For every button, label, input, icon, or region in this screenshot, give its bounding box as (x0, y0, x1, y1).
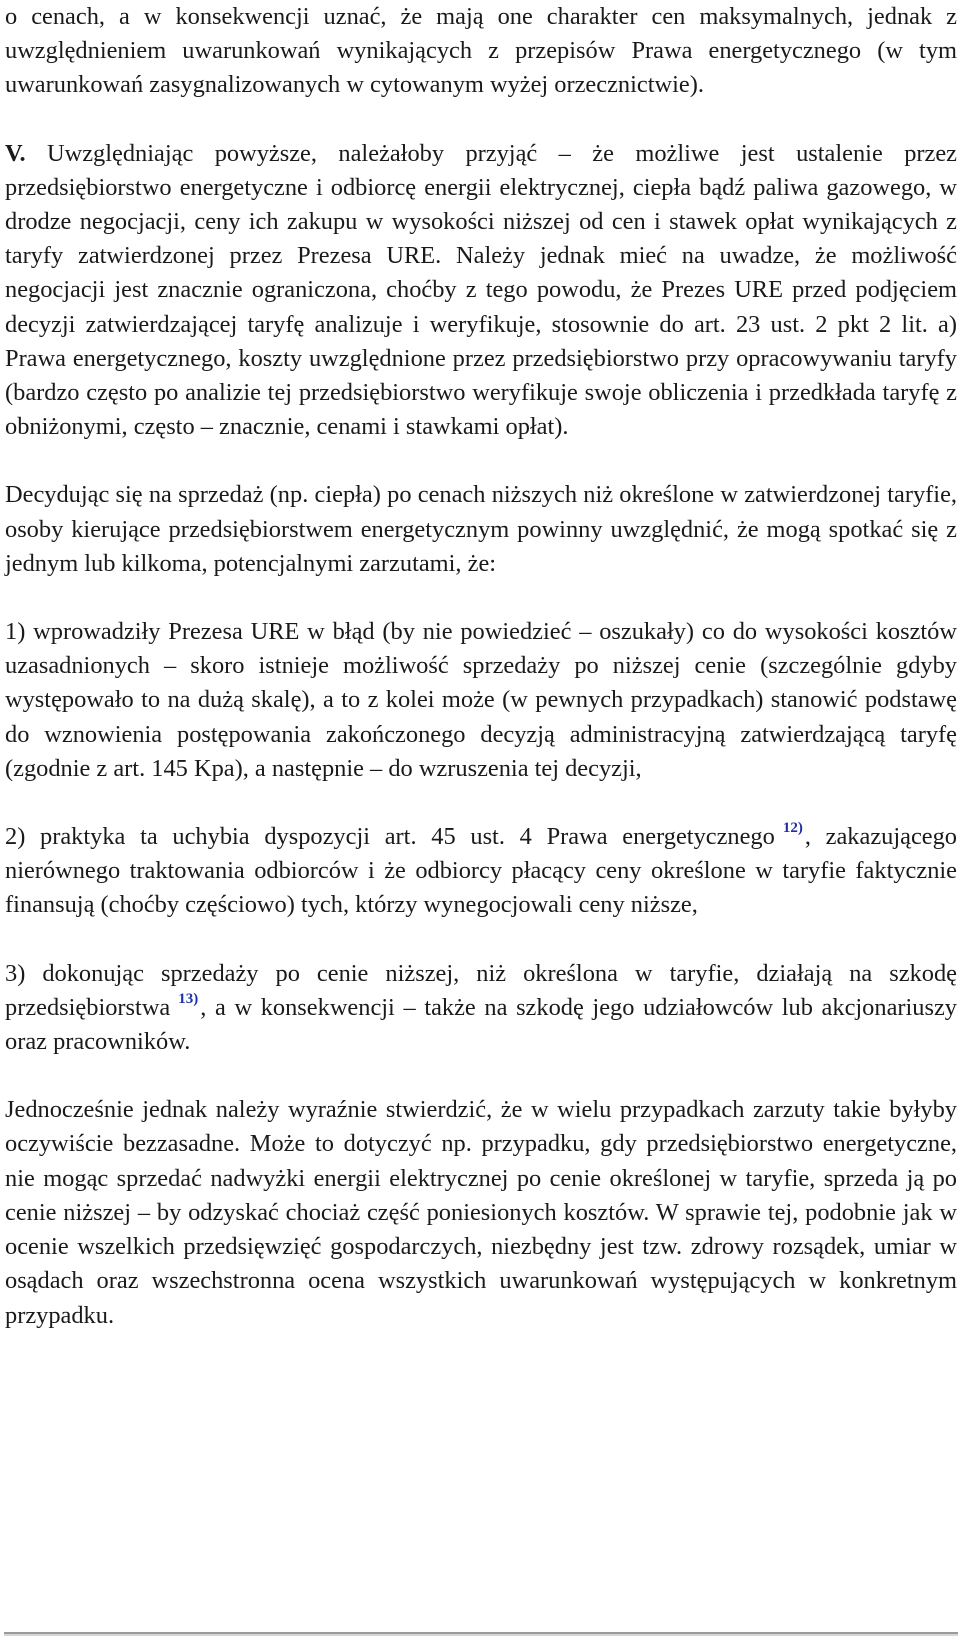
paragraph-sale-decision: Decydując się na sprzedaż (np. ciepła) po cenach niższych niż określone w zatwierdzonej taryfie, osoby kierujące przedsiębiorstwem energetycznym powinny uwzględnić, że mogą spotkać się z jednym lub kilkoma, potencjalnymi zarzutami, że: (5, 481, 957, 577)
paragraph-section-v-text: Uwzględniając powyższe, należałoby przyjąć – że możliwe jest ustalenie przez przedsiębiorstwo energetyczne i odbiorcę energii elektrycznej, ciepła bądź paliwa gazowego, w drodze negocjacji, ceny ich zakupu w wysokości niższej od cen i stawek opłat wynikających z taryfy zatwierdzonej przez Prezesa URE. Należy jednak mieć na uwadze, że możliwość negocjacji jest znacznie ograniczona, choćby z tego powodu, że Prezes URE przed podjęciem decyzji zatwierdzającej taryfę analizuje i weryfikuje, stosownie do art. 23 ust. 2 pkt 2 lit. a) Prawa energetycznego, koszty uwzględnione przez przedsiębiorstwo przy opracowywaniu taryfy (bardzo często po analizie tej przedsiębiorstwo weryfikuje swoje obliczenia i przedkłada taryfę z obniżonymi, często – znacznie, cenami i stawkami opłat). (5, 139, 957, 441)
list-item-2-text-b: , zakazującego nierównego traktowania odbiorców i że odbiorcy płacący ceny określone w taryfie faktycznie finansują (choćby częściowo) tych, którzy wynegocjowali ceny niższe, (5, 823, 957, 919)
section-number: V. (5, 139, 26, 167)
paragraph-intro-continuation: o cenach, a w konsekwencji uznać, że mają one charakter cen maksymalnych, jednak z uwzględnieniem uwarunkowań wynikających z przepisów Prawa energetycznego (w tym uwarunkowań zasygnalizowanych w cytowanym wyżej orzecznictwie). (5, 3, 957, 99)
list-item-3-text-b: , a w konsekwencji – także na szkodę jego udziałowców lub akcjonariuszy oraz pracowników. (5, 993, 957, 1056)
list-item-3 (5, 957, 957, 1060)
footnote-link-12[interactable]: 12) (782, 820, 803, 837)
bottom-divider (4, 1632, 958, 1636)
paragraph-conclusion: Jednocześnie jednak należy wyraźnie stwierdzić, że w wielu przypadkach zarzuty takie byłyby oczywiście bezzasadne. Może to dotyczyć np. przypadku, gdy przedsiębiorstwo energetyczne, nie mogąc sprzedać nadwyżki energii elektrycznej po cenie określonej w taryfie, sprzeda ją po cenie niższej – by odzyskać chociaż część poniesionych kosztów. W sprawie tej, podobnie jak w ocenie wszelkich przedsięwzięć gospodarczych, niezbędny jest tzw. zdrowy rozsądek, umiar w osądach oraz wszechstronna ocena wszystkich uwarunkowań występujących w konkretnym przypadku. (5, 1096, 957, 1329)
paragraph-section-v (5, 137, 957, 445)
list-item-2-text-a: 2) praktyka ta uchybia dyspozycji art. 45 ust. 4 Prawa energetycznego (5, 823, 775, 851)
list-item-2 (5, 820, 957, 923)
list-item-1: 1) wprowadziły Prezesa URE w błąd (by nie powiedzieć – oszukały) co do wysokości kosztów uzasadnionych – skoro istnieje możliwość sprzedaży po niższej cenie (szczególnie gdyby występowało to na dużą skalę), a to z kolei może (w pewnych przypadkach) stanowić podstawę do wznowienia postępowania zakończonego decyzją administracyjną zatwierdzającą taryfę (zgodnie z art. 145 Kpa), a następnie – do wzruszenia tej decyzji, (5, 618, 957, 782)
list-item-3-text-a: 3) dokonując sprzedaży po cenie niższej, niż określona w taryfie, działają na szkodę przedsiębiorstwa (5, 959, 957, 1021)
document-page (5, 0, 957, 1367)
footnote-link-13[interactable]: 13) (178, 990, 199, 1007)
